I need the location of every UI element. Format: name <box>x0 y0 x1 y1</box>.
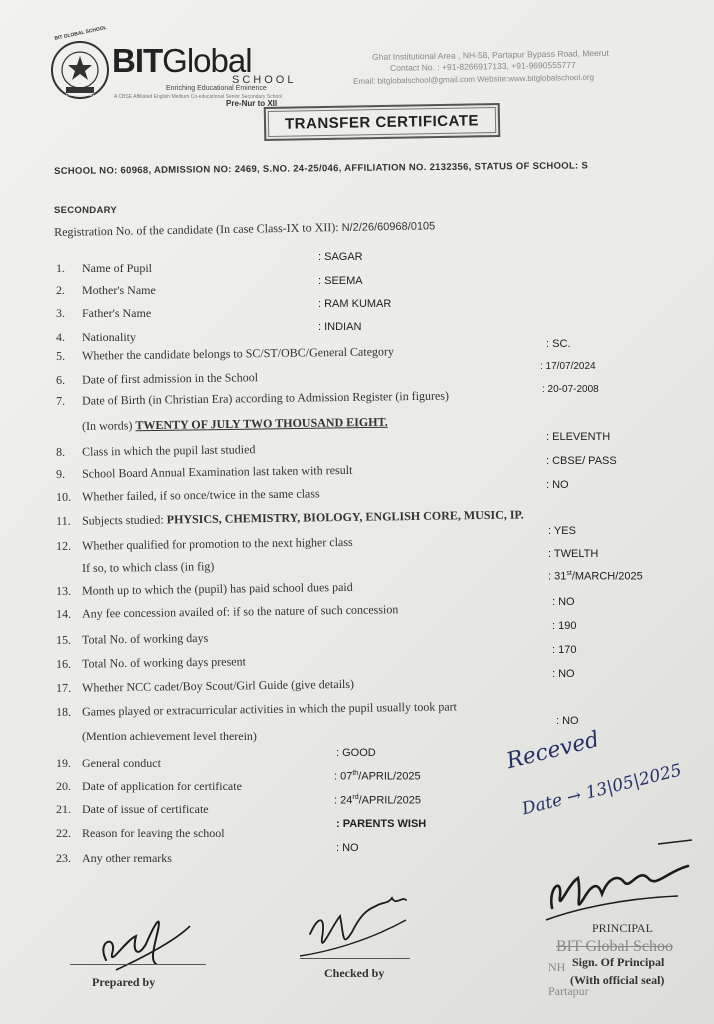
field-label-19: 19. General conduct <box>56 756 161 770</box>
certificate-title: TRANSFER CERTIFICATE <box>264 103 501 141</box>
handwritten-received: Receved <box>504 727 602 775</box>
field-value-21: : 24rd/APRIL/2025 <box>334 794 421 807</box>
brand-name <box>112 44 252 77</box>
field-label-6: 6. Date of first admission in the School <box>55 370 259 387</box>
field-value-12: : YES <box>548 525 576 537</box>
school-info-line2: SECONDARY <box>54 205 118 216</box>
seal-text: BIT GLOBAL SCHOOL <box>54 24 108 42</box>
field-value-23: : NO <box>336 842 359 854</box>
field-value-13: : 31st/MARCH/2025 <box>548 570 643 583</box>
field-value-4: : INDIAN <box>318 321 362 333</box>
stamp-nh-text: NH <box>548 960 566 974</box>
checked-by-line <box>300 958 410 959</box>
registration-label: Registration No. of the candidate (In case Class-IX to XII): <box>54 220 339 239</box>
field-label-16: 16. Total No. of working days present <box>55 654 246 671</box>
checked-by-signature-icon <box>296 886 426 966</box>
field-label-11: 11. Subjects studied: PHYSICS, CHEMISTRY, BIOLOGY, ENGLISH CORE, MUSIC, IP. <box>55 507 524 528</box>
field-label-17: 17. Whether NCC cadet/Boy Scout/Girl Guide (give details) <box>55 676 355 695</box>
field-label-3: 3. Father's Name <box>56 306 152 320</box>
field-label-2: 2. Mother's Name <box>56 283 156 297</box>
school-stamp-text: BIT Global Schoo <box>556 938 674 955</box>
field-value-22: : PARENTS WISH <box>336 818 427 830</box>
pre-nur-label: Pre-Nur to XII <box>226 99 278 108</box>
field-value-20: : 07th/APRIL/2025 <box>334 770 421 783</box>
field-label-23: 23. Any other remarks <box>56 851 172 865</box>
field-value-7: : 20-07-2008 <box>542 384 599 395</box>
field-label-7: 7. Date of Birth (in Christian Era) according to Admission Register (in figures) <box>55 388 450 408</box>
field-value-6: : 17/07/2024 <box>540 361 596 372</box>
field-label-12b: If so, to which class (in fig) <box>81 559 215 575</box>
field-label-22: 22. Reason for leaving the school <box>56 826 225 840</box>
subjects-studied-value: PHYSICS, CHEMISTRY, BIOLOGY, ENGLISH CORE, MUSIC, IP. <box>166 507 524 527</box>
field-value-12b: : TWELTH <box>548 548 599 560</box>
field-label-14: 14. Any fee concession availed of: if so the nature of such concession <box>55 602 399 621</box>
field-label-15: 15. Total No. of working days <box>55 630 209 647</box>
prepared-by-line <box>70 964 206 965</box>
field-value-19: : GOOD <box>336 747 376 759</box>
field-value-2: : SEEMA <box>318 275 363 287</box>
principal-signature-icon <box>538 838 714 928</box>
field-value-1: : SAGAR <box>318 251 363 263</box>
brand-subtitle: SCHOOL <box>232 74 297 86</box>
field-label-18b: (Mention achievement level therein) <box>82 729 257 743</box>
affiliation-small-text: A CBSE Affiliated English Medium Co-educational Senior Secondary School <box>114 94 283 100</box>
registration-number <box>54 218 435 240</box>
brand-bold: BIT <box>112 42 163 79</box>
stamp-partapur-text: Partapur <box>548 984 589 998</box>
prepared-by-label: Prepared by <box>92 975 156 989</box>
prepared-by-signature-icon <box>66 900 216 980</box>
field-label-12: 12. Whether qualified for promotion to the next higher class <box>55 534 353 553</box>
field-value-10: : NO <box>546 479 569 491</box>
field-value-5: : SC. <box>546 338 571 350</box>
with-official-seal-label: (With official seal) <box>570 973 665 987</box>
school-seal-logo-icon <box>50 40 110 100</box>
field-label-21: 21. Date of issue of certificate <box>56 802 209 816</box>
email-line: Email: bitglobalschool@gmail.com Website:www.bitglobalschool.org <box>353 72 595 86</box>
principal-label: PRINCIPAL <box>592 921 653 935</box>
handwritten-date-note: Date → 13|05|2025 <box>520 760 684 820</box>
field-value-15: : 190 <box>552 620 577 632</box>
field-label-4: 4. Nationality <box>56 330 136 344</box>
field-label-9: 9. School Board Annual Examination last taken with result <box>55 462 353 481</box>
dob-in-words: TWENTY OF JULY TWO THOUSAND EIGHT. <box>135 414 388 433</box>
field-label-10: 10. Whether failed, if so once/twice in the same class <box>55 486 320 504</box>
field-value-14: : NO <box>552 596 575 608</box>
field-value-17: : NO <box>552 668 575 680</box>
sign-of-principal-label: Sign. Of Principal <box>572 955 665 969</box>
field-label-5: 5. Whether the candidate belongs to SC/ST/OBC/General Category <box>55 344 395 363</box>
school-info-line1: SCHOOL NO: 60968, ADMISSION NO: 2469, S.NO. 24-25/046, AFFILIATION NO. 2132356, STATUS OF SCHOOL: S <box>54 160 589 177</box>
field-value-3: : RAM KUMAR <box>318 298 392 310</box>
contact-line: Contact No. : +91-8266917133, +91-9690555777 <box>390 59 576 73</box>
brand-rest: Global <box>162 42 252 79</box>
checked-by-label: Checked by <box>324 966 385 980</box>
field-label-1: 1. Name of Pupil <box>56 261 152 275</box>
field-value-9: : CBSE/ PASS <box>546 455 617 467</box>
field-label-20: 20. Date of application for certificate <box>56 779 242 793</box>
field-label-7-words: (In words) TWENTY OF JULY TWO THOUSAND EIGHT. <box>81 414 388 433</box>
field-label-18: 18. Games played or extracurricular activities in which the pupil usually took part <box>55 699 458 719</box>
seal-tagline: Learn to Lead <box>66 92 94 97</box>
brand-tagline: Enriching Educational Eminence <box>166 85 267 92</box>
field-value-8: : ELEVENTH <box>546 431 611 443</box>
field-value-18: : NO <box>556 715 579 727</box>
address-line: Ghat Institutional Area , NH-58, Partapur Bypass Road, Meerut <box>372 47 609 62</box>
field-value-16: : 170 <box>552 644 577 656</box>
field-label-13: 13. Month up to which the (pupil) has paid school dues paid <box>55 579 353 598</box>
registration-value: N/2/26/60968/0105 <box>341 220 436 234</box>
field-label-8: 8. Class in which the pupil last studied <box>55 442 256 459</box>
